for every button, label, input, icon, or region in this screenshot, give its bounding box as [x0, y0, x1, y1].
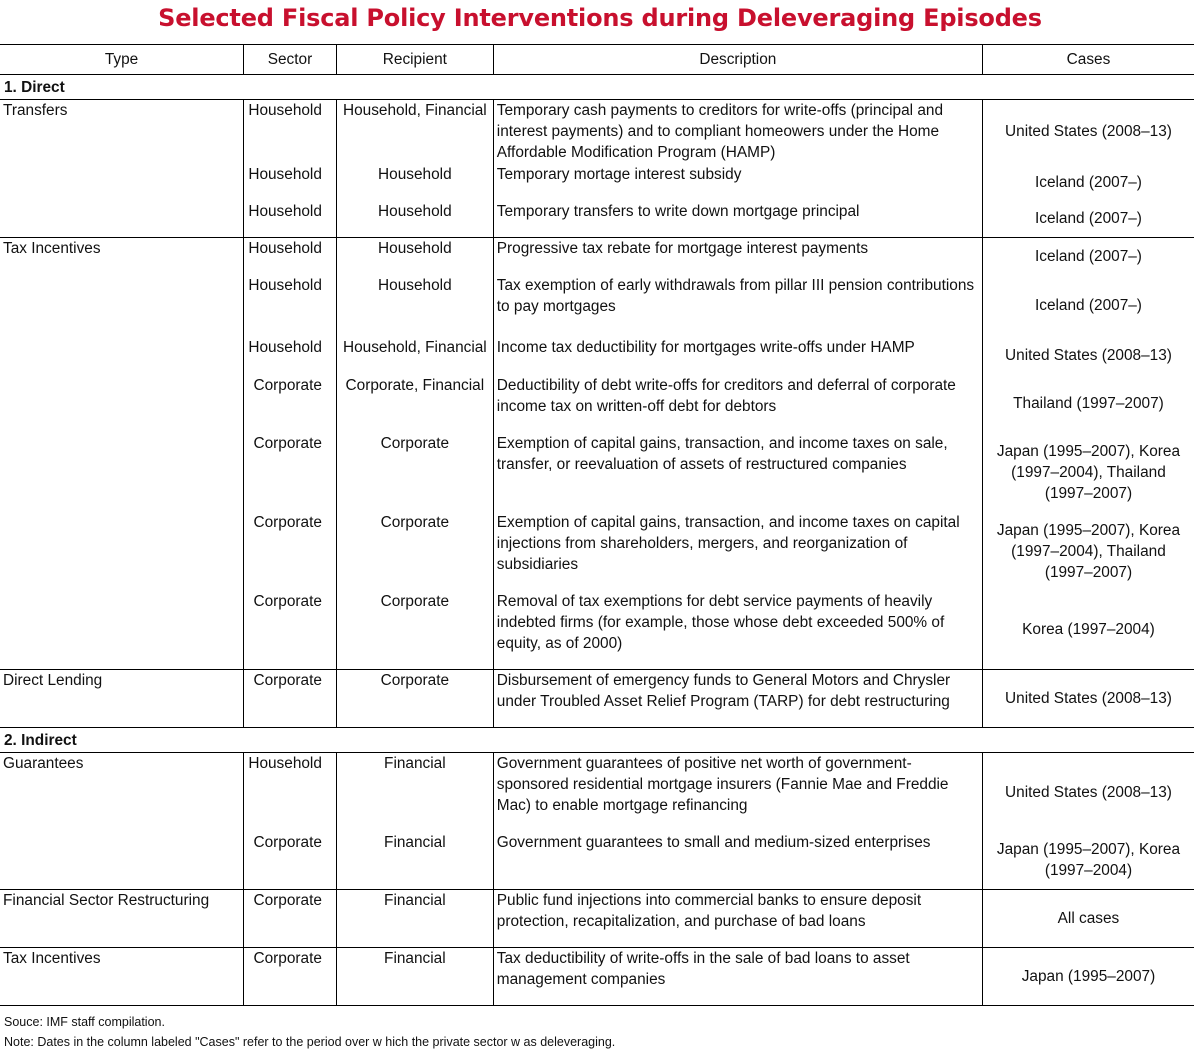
cases-cell: Japan (1995–2007), Korea (1997–2004), Thailand (1997–2007): [996, 521, 1181, 581]
recipient-cell: Corporate: [336, 591, 493, 670]
type-cell-empty: [0, 512, 244, 591]
recipient-cell: Household, Financial: [336, 100, 493, 164]
recipient-cell: Corporate, Financial: [336, 375, 493, 433]
sector-cell: Household: [244, 337, 337, 375]
cases-cell: Iceland (2007–): [1034, 297, 1142, 314]
description-cell: Deductibility of debt write-offs for creditors and deferral of corporate income tax on written-off debt for debtors: [493, 375, 982, 433]
description-cell: Removal of tax exemptions for debt service payments of heavily indebted firms (for example, those whose debt exceeded 500% of equity, as of 2000): [493, 591, 982, 670]
section-row: [0, 75, 1194, 100]
table-row: [0, 100, 1194, 164]
table-row: [0, 591, 1194, 670]
col-header-type: Type: [0, 45, 244, 75]
dates-note: Note: Dates in the column labeled "Cases" refer to the period over w hich the private sector w as deleveraging.: [4, 1035, 616, 1049]
table-row: [0, 832, 1194, 890]
cases-cell: All cases: [982, 890, 1194, 948]
type-cell-empty: [0, 375, 244, 433]
description-cell: Progressive tax rebate for mortgage interest payments: [493, 238, 982, 275]
col-header-description: Description: [493, 45, 982, 75]
col-header-recipient: Recipient: [336, 45, 493, 75]
type-cell: Guarantees: [0, 753, 244, 832]
type-cell-empty: [0, 832, 244, 890]
cases-cell: United States (2008–13): [982, 670, 1194, 728]
cases-cell: Iceland (2007–): [1034, 247, 1142, 265]
recipient-cell: Corporate: [336, 670, 493, 728]
type-cell: Transfers: [0, 100, 244, 164]
cases-cell: Thailand (1997–2007): [1013, 395, 1164, 412]
recipient-cell: Corporate: [336, 433, 493, 512]
cases-cell: United States (2008–13): [1005, 123, 1172, 141]
description-cell: Temporary transfers to write down mortgage principal: [493, 201, 982, 238]
table-row: [0, 512, 1194, 591]
sector-cell: Household: [244, 100, 337, 164]
sector-cell: Corporate: [244, 670, 337, 728]
sector-cell: Corporate: [244, 433, 337, 512]
type-cell-empty: [0, 164, 244, 201]
section-row: [0, 728, 1194, 753]
description-cell: Government guarantees to small and medium-sized enterprises: [493, 832, 982, 890]
recipient-cell: Household: [336, 238, 493, 275]
table-notes: [4, 1012, 615, 1052]
sector-cell: Household: [244, 164, 337, 201]
type-cell-empty: [0, 591, 244, 670]
table-row: [0, 948, 1194, 1006]
policy-table: [0, 44, 1194, 1006]
table-row: [0, 375, 1194, 433]
sector-cell: Household: [244, 753, 337, 832]
header-row: [0, 45, 1194, 75]
col-header-cases: Cases: [982, 45, 1194, 75]
table-row: [0, 890, 1194, 948]
table-row: [0, 238, 1194, 275]
recipient-cell: Household: [336, 275, 493, 337]
sector-cell: Corporate: [244, 890, 337, 948]
sector-cell: Corporate: [244, 832, 337, 890]
table-row: [0, 275, 1194, 337]
type-cell: Direct Lending: [0, 670, 244, 728]
recipient-cell: Household: [336, 164, 493, 201]
page-title: Selected Fiscal Policy Interventions during Deleveraging Episodes: [158, 4, 1042, 32]
section-label: 2. Indirect: [0, 728, 1194, 753]
description-cell: Exemption of capital gains, transaction, and income taxes on capital injections from shareholders, mergers, and reorganization of subsidiaries: [493, 512, 982, 591]
recipient-cell: Financial: [336, 753, 493, 832]
type-cell: Tax Incentives: [0, 238, 244, 275]
description-cell: Temporary mortage interest subsidy: [493, 164, 982, 201]
description-cell: Temporary cash payments to creditors for write-offs (principal and interest payments) and to compliant homeowers under the Home Affordable Modification Program (HAMP): [493, 100, 982, 164]
type-cell: Tax Incentives: [0, 948, 244, 1006]
description-cell: Exemption of capital gains, transaction, and income taxes on sale, transfer, or reevaluation of assets of restructured companies: [493, 433, 982, 512]
section-label: 1. Direct: [0, 75, 1194, 100]
recipient-cell: Household: [336, 201, 493, 238]
recipient-cell: Financial: [336, 832, 493, 890]
description-cell: Government guarantees of positive net worth of government-sponsored residential mortgage insurers (Fannie Mae and Freddie Mac) to enable mortgage refinancing: [493, 753, 982, 832]
recipient-cell: Household, Financial: [336, 337, 493, 375]
description-cell: Disbursement of emergency funds to General Motors and Chrysler under Troubled Asset Relief Program (TARP) for debt restructuring: [493, 670, 982, 728]
description-cell: Income tax deductibility for mortgages write-offs under HAMP: [493, 337, 982, 375]
recipient-cell: Financial: [336, 948, 493, 1006]
table-row: [0, 164, 1194, 201]
sector-cell: Household: [244, 201, 337, 238]
cases-cell: United States (2008–13): [1005, 347, 1172, 364]
type-cell-empty: [0, 433, 244, 512]
recipient-cell: Corporate: [336, 512, 493, 591]
source-note: Souce: IMF staff compilation.: [4, 1015, 165, 1029]
table-row: [0, 670, 1194, 728]
type-cell-empty: [0, 337, 244, 375]
type-cell: Financial Sector Restructuring: [0, 890, 244, 948]
cases-cell: Iceland (2007–): [982, 201, 1194, 238]
table-row: [0, 433, 1194, 512]
sector-cell: Corporate: [244, 375, 337, 433]
cases-cell: United States (2008–13): [1005, 783, 1172, 801]
sector-cell: Household: [244, 275, 337, 337]
table-row: [0, 337, 1194, 375]
recipient-cell: Financial: [336, 890, 493, 948]
table-body: [0, 75, 1194, 1006]
col-header-sector: Sector: [244, 45, 337, 75]
sector-cell: Corporate: [244, 512, 337, 591]
type-cell-empty: [0, 201, 244, 238]
description-cell: Tax deductibility of write-offs in the sale of bad loans to asset management companies: [493, 948, 982, 1006]
sector-cell: Corporate: [244, 948, 337, 1006]
cases-cell: Korea (1997–2004): [982, 591, 1194, 670]
cases-cell: Japan (1995–2007), Korea (1997–2004), Thailand (1997–2007): [996, 442, 1181, 502]
table-row: [0, 201, 1194, 238]
cases-cell: Japan (1995–2007): [982, 948, 1194, 1006]
description-cell: Public fund injections into commercial banks to ensure deposit protection, recapitalization, and purchase of bad loans: [493, 890, 982, 948]
cases-cell: Iceland (2007–): [1034, 173, 1142, 191]
description-cell: Tax exemption of early withdrawals from pillar III pension contributions to pay mortgages: [493, 275, 982, 337]
sector-cell: Corporate: [244, 591, 337, 670]
sector-cell: Household: [244, 238, 337, 275]
cases-cell: Japan (1995–2007), Korea (1997–2004): [982, 832, 1194, 890]
type-cell-empty: [0, 275, 244, 337]
table-row: [0, 753, 1194, 832]
